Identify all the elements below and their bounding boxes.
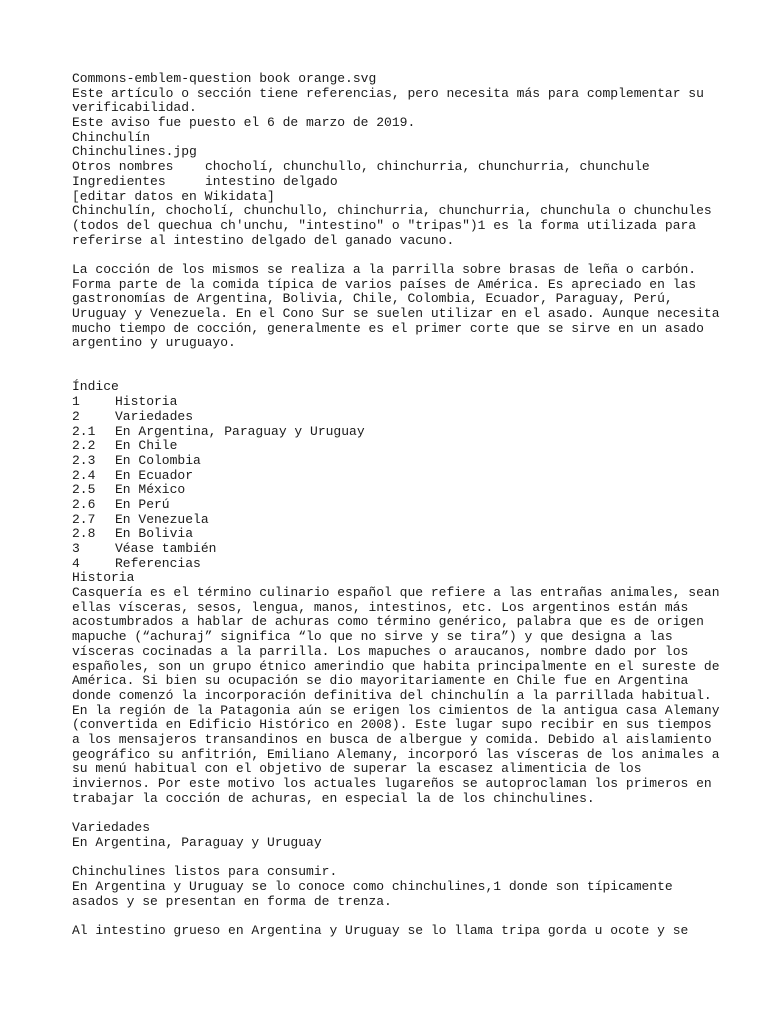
toc-number: 3 — [72, 541, 80, 556]
toc-number: 2.7 — [72, 511, 96, 527]
toc-item[interactable] — [72, 395, 712, 410]
toc-link[interactable]: En México — [115, 482, 186, 498]
toc-link[interactable]: En Chile — [115, 438, 178, 454]
table-of-contents — [72, 380, 712, 571]
toc-link[interactable]: En Venezuela — [115, 511, 209, 527]
toc-item[interactable] — [72, 527, 712, 542]
toc-item[interactable] — [72, 469, 712, 484]
infobox-image-filename[interactable]: Chinchulines.jpg — [72, 144, 197, 160]
image-caption: Chinchulines listos para consumir. — [72, 864, 338, 880]
toc-number: 4 — [72, 555, 80, 571]
paragraph-line: mucho tiempo de cocción, generalmente es el primer corte que se sirve en un asado — [72, 320, 704, 336]
paragraph-line: inviernos. Por este motivo los actuales lugareños se autoproclaman los primeros en — [72, 776, 712, 791]
paragraph-line: Forma parte de la comida típica de varios países de América. Es apreciado en las — [72, 276, 697, 292]
toc-number: 2.6 — [72, 496, 96, 512]
toc-title: Índice — [72, 379, 119, 395]
paragraph-line: Uruguay y Venezuela. En el Cono Sur se suelen utilizar en el asado. Aunque necesita — [72, 306, 720, 321]
toc-item[interactable] — [72, 439, 712, 454]
paragraph-line: españoles, son un grupo étnico amerindio que habita principalmente en el sureste de — [72, 658, 720, 674]
paragraph-line: a los mensajeros transandinos en busca de albergue y comida. Debido al aislamiento — [72, 731, 712, 747]
toc-number: 2 — [72, 408, 80, 424]
paragraph-line: (convertida en Edificio Histórico en 2008). Este lugar supo recibir en sus tiempos — [72, 717, 712, 733]
blank-line — [72, 248, 712, 263]
paragraph-line: Casquería es el término culinario español que refiere a las entrañas animales, sean — [72, 585, 720, 601]
toc-link[interactable]: En Argentina, Paraguay y Uruguay — [115, 423, 365, 439]
blank-line — [72, 351, 712, 366]
paragraph-line: Al intestino grueso en Argentina y Uruguay se lo llama tripa gorda u ocote y se — [72, 922, 689, 938]
paragraph-line: América. Si bien su ocupación se dio mayoritariamente en Chile fue en Argentina — [72, 673, 689, 689]
toc-item[interactable] — [72, 425, 712, 440]
notice-text-line: Este artículo o sección tiene referencias, pero necesita más para complementar su — [72, 85, 704, 101]
infobox-row-label: Otros nombres — [72, 159, 174, 175]
paragraph-line: vísceras cocinadas a la parrilla. Los mapuches o araucanos, nombre dado por los — [72, 643, 689, 659]
infobox-row-value[interactable]: intestino delgado — [205, 173, 338, 189]
paragraph-line: En la región de la Patagonia aún se erigen los cimientos de la antigua casa Alemany — [72, 702, 720, 718]
infobox-row — [72, 175, 712, 190]
toc-link[interactable]: Historia — [115, 394, 178, 410]
edit-wikidata-link[interactable]: [editar datos en Wikidata] — [72, 188, 275, 204]
toc-link[interactable]: Véase también — [115, 541, 217, 556]
toc-item[interactable] — [72, 513, 712, 528]
paragraph-line: gastronomías de Argentina, Bolivia, Chile, Colombia, Ecuador, Paraguay, Perú, — [72, 291, 673, 307]
toc-link[interactable]: En Colombia — [115, 452, 201, 468]
toc-item[interactable] — [72, 498, 712, 513]
subsection-heading: En Argentina, Paraguay y Uruguay — [72, 834, 322, 850]
toc-number: 2.3 — [72, 452, 96, 468]
article-document — [72, 71, 720, 939]
infobox-row-label: Ingredientes — [72, 173, 166, 189]
infobox-title: Chinchulín — [72, 129, 151, 145]
toc-number: 2.5 — [72, 482, 96, 498]
notice-date: Este aviso fue puesto el 6 de marzo de 2019. — [72, 115, 416, 131]
toc-item[interactable] — [72, 410, 712, 425]
toc-link[interactable]: En Perú — [115, 496, 170, 512]
toc-number: 2.1 — [72, 423, 96, 439]
toc-link[interactable]: En Ecuador — [115, 467, 194, 483]
toc-link[interactable]: Referencias — [115, 555, 201, 571]
section-heading-historia: Historia — [72, 570, 135, 586]
paragraph-line: asados y se presentan en forma de trenza. — [72, 893, 392, 909]
toc-item[interactable] — [72, 542, 712, 557]
notice-text-line: verificabilidad. — [72, 100, 197, 116]
paragraph-line: La cocción de los mismos se realiza a la parrilla sobre brasas de leña o carbón. — [72, 261, 697, 277]
toc-item[interactable] — [72, 557, 712, 572]
blank-line — [72, 366, 712, 381]
blank-line — [72, 909, 712, 924]
intro-line: referirse al intestino delgado del ganado vacuno. — [72, 232, 455, 248]
infobox-row-value: chocholí, chunchullo, chinchurria, chunchurria, chunchule — [205, 159, 650, 175]
intro-line: Chinchulín, chocholí, chunchullo, chinchurria, chunchurria, chunchula o chunchules — [72, 203, 712, 219]
toc-item[interactable] — [72, 483, 712, 498]
paragraph-line: trabajar la cocción de achuras, en especial la de los chinchulines. — [72, 790, 595, 806]
paragraph-line: donde comenzó la incorporación definitiva del chinchulín a la parrillada habitual. — [72, 687, 712, 703]
toc-number: 2.2 — [72, 438, 96, 454]
paragraph-line: geográfico su anfitrión, Emiliano Alemany, incorporó las vísceras de los animales a — [72, 746, 720, 762]
toc-number: 1 — [72, 394, 80, 410]
toc-number: 2.4 — [72, 467, 96, 483]
emblem-filename[interactable]: Commons-emblem-question book orange.svg — [72, 71, 377, 86]
blank-line — [72, 850, 712, 865]
paragraph-line: ellas vísceras, sesos, lengua, manos, intestinos, etc. Los argentinos están más — [72, 599, 689, 615]
section-heading-variedades: Variedades — [72, 820, 151, 836]
intro-line: (todos del quechua ch'unchu, "intestino" o "tripas")1 es la forma utilizada para — [72, 217, 697, 233]
paragraph-line: acostumbrados a hablar de achuras como término genérico, palabra que es de origen — [72, 614, 704, 630]
paragraph-line: mapuche (“achuraj” significa “lo que no sirve y se tira”) y que designa a las — [72, 629, 673, 645]
infobox-row — [72, 160, 712, 175]
toc-item[interactable] — [72, 454, 712, 469]
paragraph-line: argentino y uruguayo. — [72, 335, 236, 351]
paragraph-line: En Argentina y Uruguay se lo conoce como chinchulines,1 donde son típicamente — [72, 878, 673, 894]
paragraph-line: su menú habitual con el objetivo de superar la escasez alimenticia de los — [72, 761, 642, 777]
toc-number: 2.8 — [72, 526, 96, 542]
toc-link[interactable]: Variedades — [115, 408, 194, 424]
blank-line — [72, 806, 712, 821]
toc-link[interactable]: En Bolivia — [115, 526, 194, 542]
